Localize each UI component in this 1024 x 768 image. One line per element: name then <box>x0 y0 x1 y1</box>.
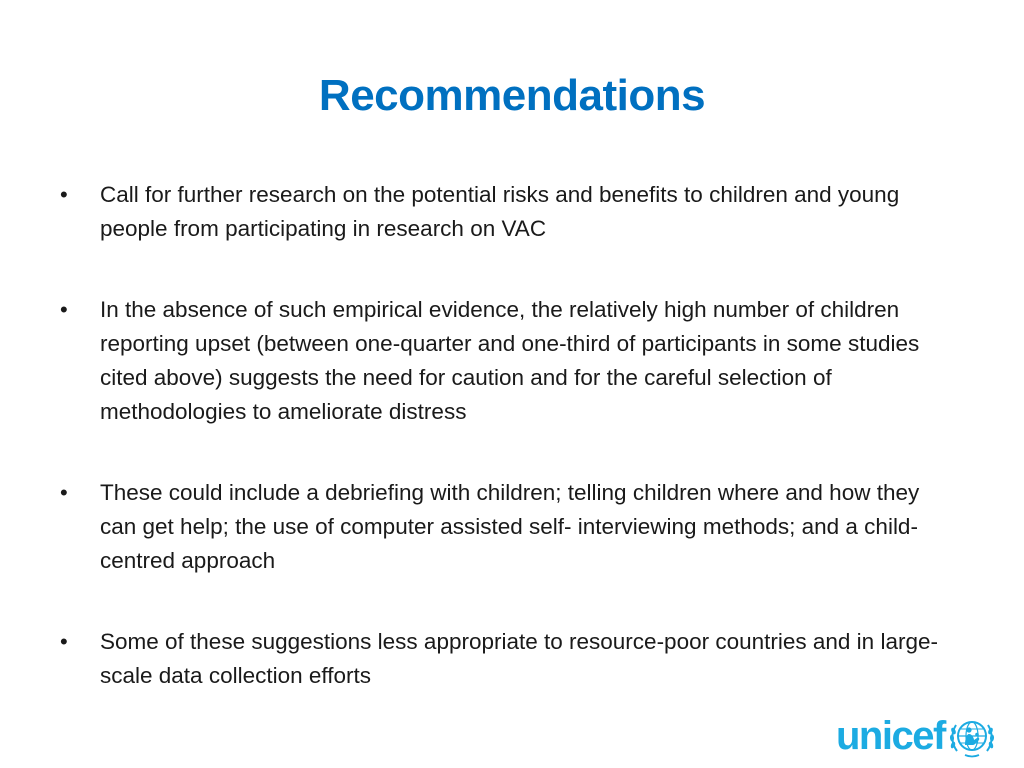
bullet-item <box>60 476 960 578</box>
bullet-item <box>60 625 960 693</box>
bullet-item <box>60 293 960 429</box>
unicef-emblem-icon <box>947 711 997 761</box>
bullet-marker: • <box>60 297 68 322</box>
bullet-text: These could include a debriefing with children; telling children where and how they can get help; the use of computer assisted self- interviewing methods; and a child-centred approach <box>100 480 920 573</box>
bullet-marker: • <box>60 480 68 505</box>
bullet-marker: • <box>60 629 68 654</box>
bullet-text: Call for further research on the potential risks and benefits to children and young people from participating in research on VAC <box>100 182 900 241</box>
bullet-marker: • <box>60 182 68 207</box>
bullet-text: Some of these suggestions less appropriate to resource-poor countries and in large-scale data collection efforts <box>100 629 938 688</box>
slide-title: Recommendations <box>318 71 706 120</box>
bullet-text: In the absence of such empirical evidence, the relatively high number of children reporting upset (between one-quarter and one-third of participants in some studies cited above) suggests the need for caution and for the careful selection of methodologies to ameliorate distress <box>100 297 920 424</box>
bullet-list <box>60 178 960 740</box>
bullet-item <box>60 178 960 246</box>
logo-wordmark: unicef <box>836 714 945 758</box>
unicef-logo <box>836 708 1012 764</box>
